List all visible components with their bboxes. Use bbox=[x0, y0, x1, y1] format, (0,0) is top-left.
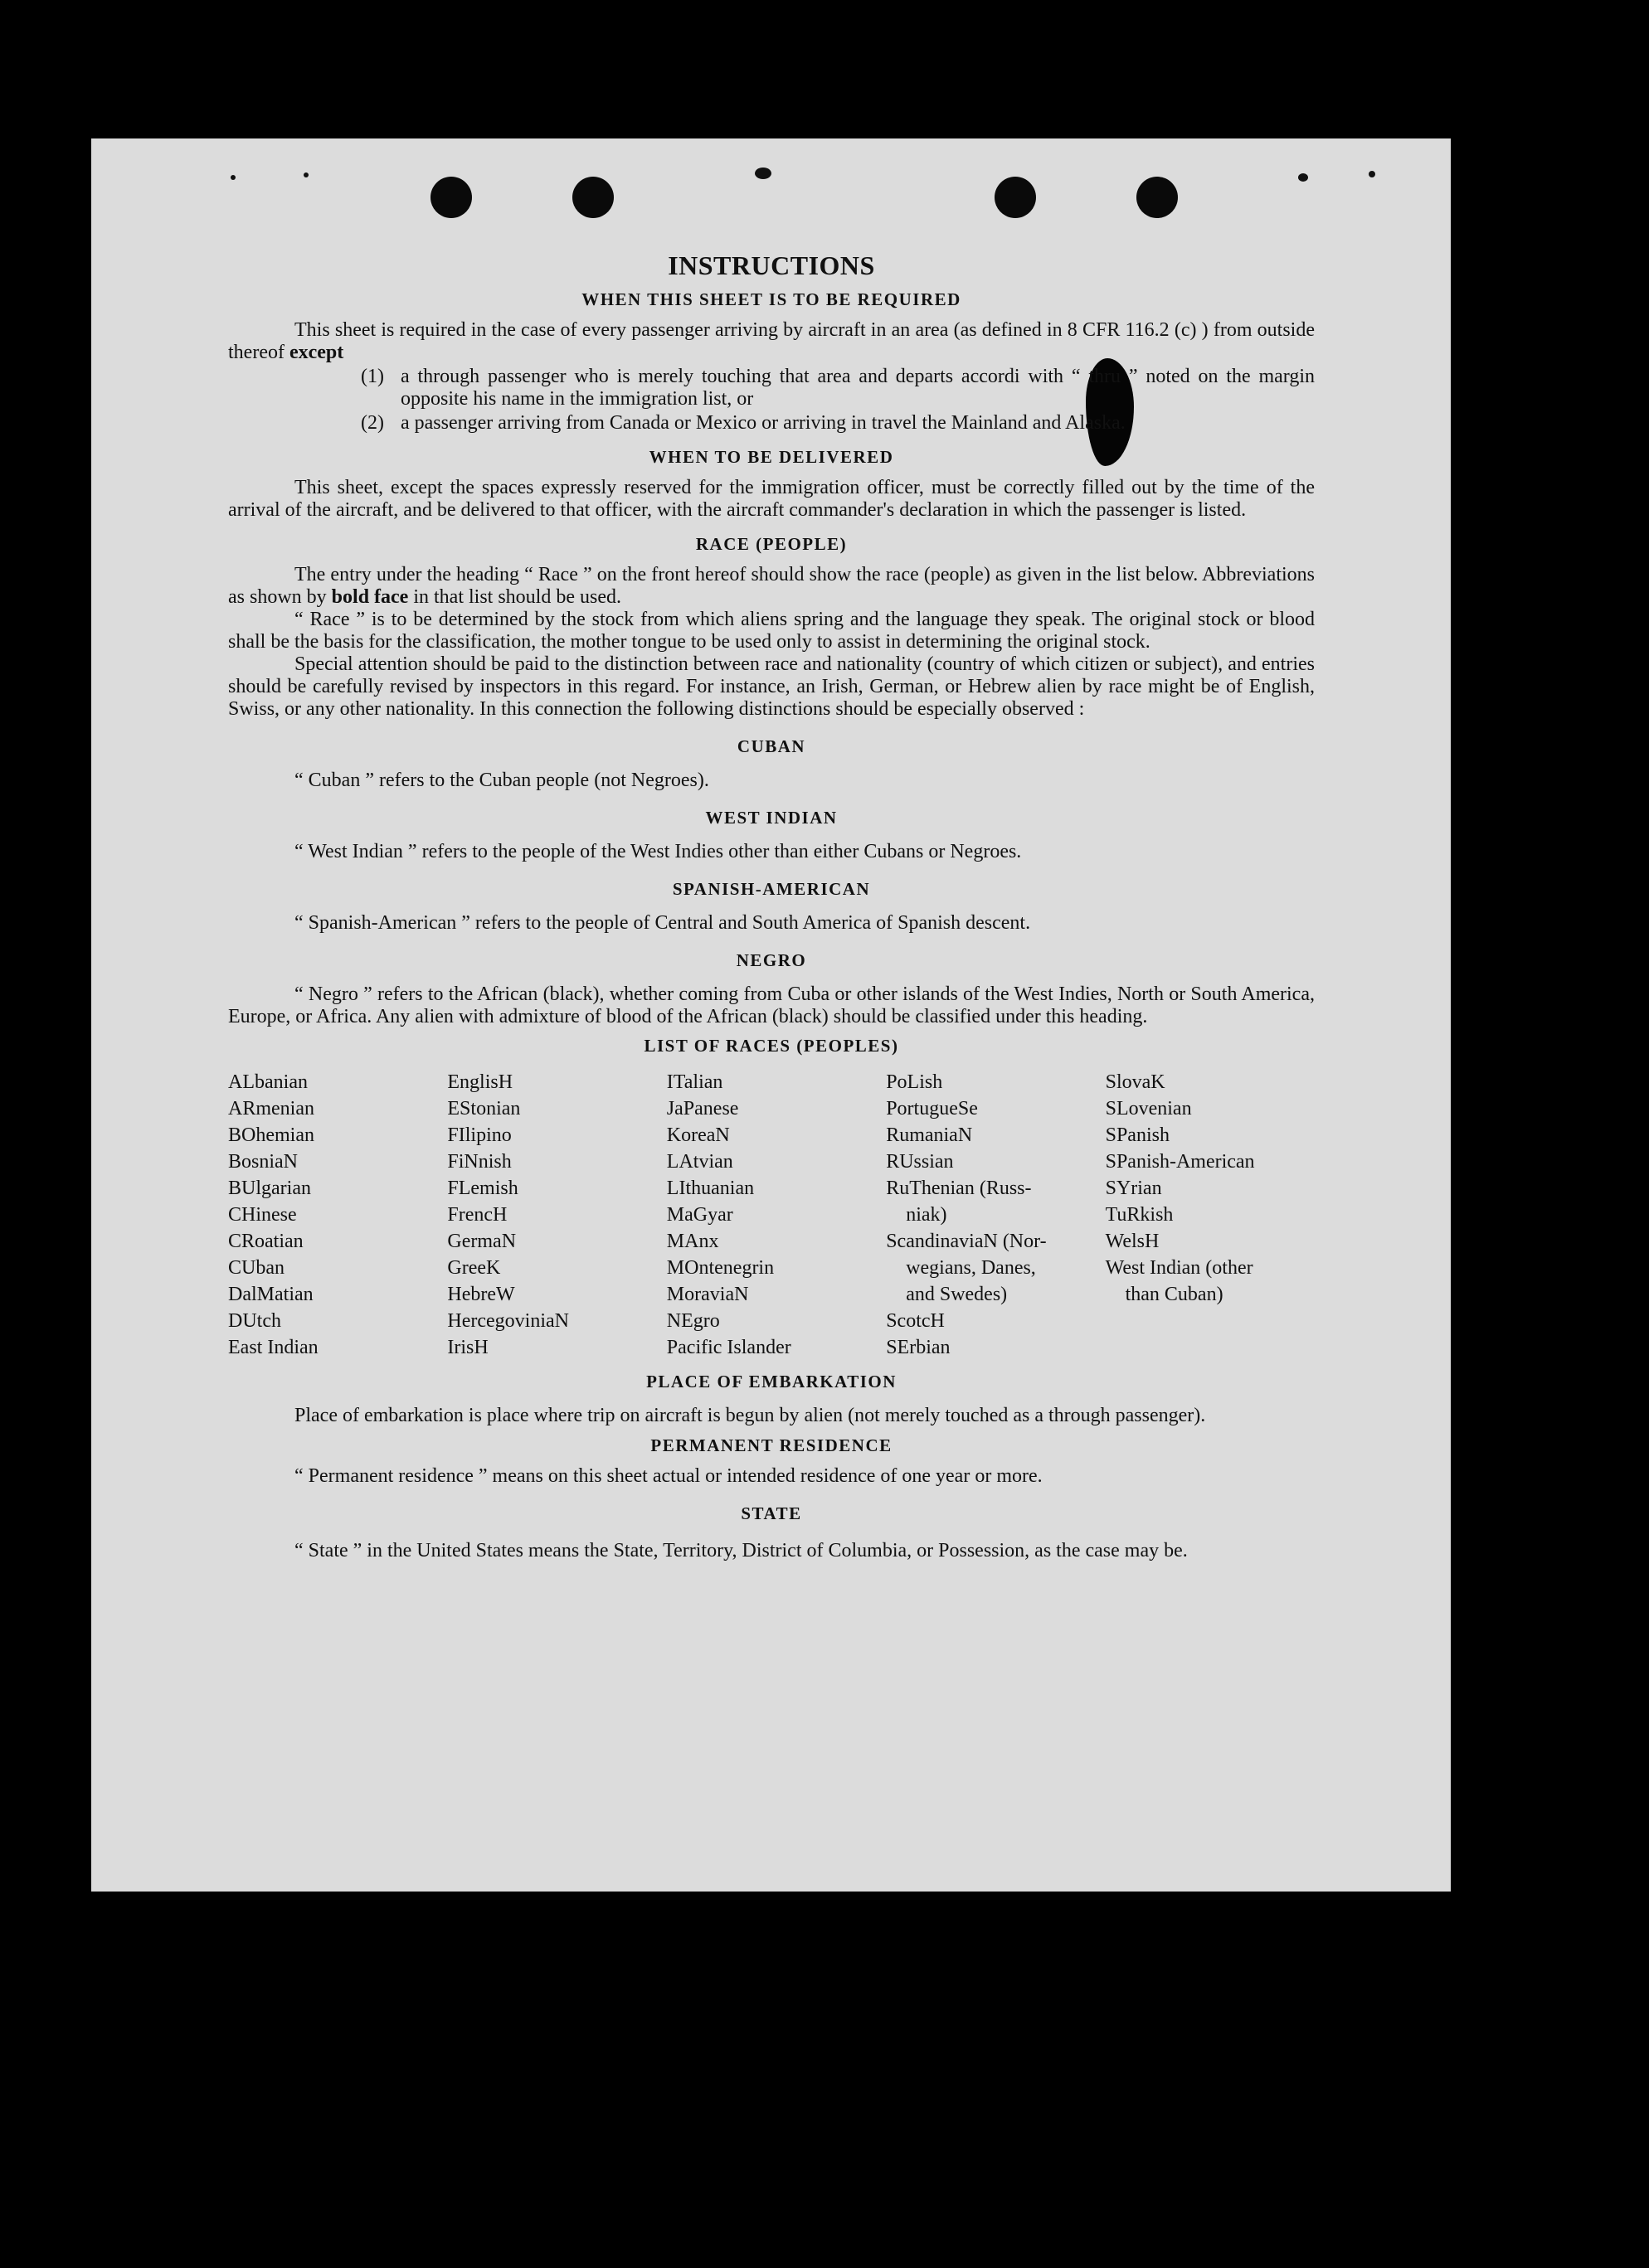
races-column-5 bbox=[1106, 1069, 1315, 1361]
race-item: HebreW bbox=[447, 1284, 515, 1305]
race-item: SPanish bbox=[1105, 1124, 1170, 1146]
race-item: ALbanian bbox=[228, 1071, 308, 1093]
race-item: RumaniaN bbox=[886, 1124, 973, 1146]
race-item: LIthuanian bbox=[666, 1178, 755, 1199]
dust-speck bbox=[1298, 173, 1308, 182]
race-item: SYrian bbox=[1105, 1178, 1162, 1199]
race-item: JaPanese bbox=[666, 1098, 739, 1119]
race-item: BosniaN bbox=[228, 1151, 298, 1173]
race-item: RuThenian (Russ- bbox=[886, 1178, 1032, 1199]
punch-hole bbox=[995, 177, 1036, 218]
section-heading-west-indian: WEST INDIAN bbox=[705, 808, 838, 828]
race-item: East Indian bbox=[228, 1337, 319, 1358]
west-indian-definition: “ West Indian ” refers to the people of the West Indies other than either Cubans or Negroes. bbox=[294, 841, 1022, 862]
race-item: MoraviaN bbox=[666, 1284, 749, 1305]
race-item: SErbian bbox=[886, 1337, 951, 1358]
race-item: ITalian bbox=[666, 1071, 723, 1093]
race-item: EStonian bbox=[447, 1098, 521, 1119]
spanish-american-definition: “ Spanish-American ” refers to the people of Central and South America of Spanish descent. bbox=[294, 912, 1031, 934]
race-item: IrisH bbox=[447, 1337, 489, 1358]
races-column-2 bbox=[447, 1069, 656, 1361]
race-item-continuation: and Swedes) bbox=[906, 1284, 1008, 1305]
exception-item-1: (1) a through passenger who is merely touching that area and departs accordi with “ thru ” noted on the margin opposite his name in the immigration list, or bbox=[361, 366, 1315, 410]
races-column-1 bbox=[228, 1069, 437, 1361]
section-heading-embarkation: PLACE OF EMBARKATION bbox=[646, 1372, 897, 1391]
race-item: FLemish bbox=[447, 1178, 518, 1199]
negro-definition: “ Negro ” refers to the African (black), whether coming from Cuba or other islands of the West Indies, North or South America, Europe, or Africa. Any alien with admixture of blood of the African (black) should be classified under this heading. bbox=[228, 983, 1315, 1027]
race-item: ScandinaviaN (Nor- bbox=[886, 1231, 1047, 1252]
instructions-content bbox=[228, 250, 1315, 1565]
race-item: MaGyar bbox=[666, 1204, 733, 1226]
race-item: GermaN bbox=[447, 1231, 517, 1252]
race-item: MOntenegrin bbox=[666, 1257, 775, 1279]
race-item: FiNnish bbox=[447, 1151, 512, 1173]
race-item: BUlgarian bbox=[228, 1178, 311, 1199]
race-item: PortugueSe bbox=[886, 1098, 978, 1119]
race-item: CHinese bbox=[228, 1204, 297, 1226]
section-heading-required: WHEN THIS SHEET IS TO BE REQUIRED bbox=[581, 289, 961, 309]
race-paragraph-1: The entry under the heading “ Race ” on the front hereof should show the race (people) as given in the list below. Abbreviations as shown by bold face in that list should be used. bbox=[228, 564, 1315, 608]
document-sheet bbox=[91, 138, 1451, 1892]
section-heading-residence: PERMANENT RESIDENCE bbox=[650, 1435, 893, 1455]
dust-speck bbox=[755, 168, 771, 179]
race-paragraph-3: Special attention should be paid to the distinction between race and nationality (country of which citizen or subject), and entries should be carefully revised by inspectors in this regard. For instance, an Irish, German, or Hebrew alien by race might be of English, Swiss, or any other nationality. In this connection the following distinctions should be especially observed : bbox=[228, 653, 1315, 720]
race-item: PoLish bbox=[886, 1071, 943, 1093]
race-item: RUssian bbox=[886, 1151, 954, 1173]
cuban-definition: “ Cuban ” refers to the Cuban people (not Negroes). bbox=[294, 770, 709, 791]
race-item: KoreaN bbox=[666, 1124, 730, 1146]
race-item: NEgro bbox=[666, 1310, 720, 1332]
race-item: Pacific Islander bbox=[666, 1337, 791, 1358]
race-item-continuation: niak) bbox=[906, 1204, 947, 1226]
race-item: CUban bbox=[228, 1257, 285, 1279]
race-item: DUtch bbox=[228, 1310, 281, 1332]
race-item: DalMatian bbox=[228, 1284, 314, 1305]
section-heading-delivered: WHEN TO BE DELIVERED bbox=[649, 447, 894, 467]
race-item-continuation: than Cuban) bbox=[1125, 1284, 1223, 1305]
races-column-4 bbox=[886, 1069, 1095, 1361]
race-item: ARmenian bbox=[228, 1098, 314, 1119]
race-item: SlovaK bbox=[1105, 1071, 1165, 1093]
race-paragraph-2: “ Race ” is to be determined by the stock from which aliens spring and the language they speak. The original stock or blood shall be the basis for the classification, the mother tongue to be used only to assist in determining the original stock. bbox=[228, 609, 1315, 653]
residence-definition: “ Permanent residence ” means on this sheet actual or intended residence of one year or more. bbox=[294, 1465, 1043, 1487]
dust-speck bbox=[231, 175, 236, 180]
race-item: GreeK bbox=[447, 1257, 501, 1279]
race-item: TuRkish bbox=[1105, 1204, 1174, 1226]
race-item: West Indian (other bbox=[1105, 1257, 1253, 1279]
race-item: SPanish-American bbox=[1105, 1151, 1255, 1173]
punch-hole bbox=[430, 177, 472, 218]
section-heading-race: RACE (PEOPLE) bbox=[695, 534, 848, 554]
races-list bbox=[228, 1069, 1315, 1361]
race-item: CRoatian bbox=[228, 1231, 304, 1252]
section-heading-state: STATE bbox=[741, 1503, 802, 1523]
race-item: FIlipino bbox=[447, 1124, 512, 1146]
races-column-3 bbox=[667, 1069, 876, 1361]
embarkation-definition: Place of embarkation is place where trip on aircraft is begun by alien (not merely touched as a through passenger). bbox=[294, 1405, 1206, 1426]
section-heading-negro: NEGRO bbox=[736, 950, 807, 970]
race-item: BOhemian bbox=[228, 1124, 314, 1146]
page-title: INSTRUCTIONS bbox=[668, 250, 875, 280]
section-heading-list-of-races: LIST OF RACES (PEOPLES) bbox=[644, 1036, 899, 1056]
state-definition: “ State ” in the United States means the State, Territory, District of Columbia, or Possession, as the case may be. bbox=[294, 1540, 1188, 1561]
exception-item-2: (2) a passenger arriving from Canada or Mexico or arriving in travel the Mainland and Alaska. bbox=[361, 412, 1126, 434]
race-item: LAtvian bbox=[666, 1151, 733, 1173]
race-item: FrencH bbox=[447, 1204, 508, 1226]
punch-hole bbox=[572, 177, 614, 218]
section-heading-cuban: CUBAN bbox=[737, 736, 806, 756]
race-item: HercegoviniaN bbox=[447, 1310, 569, 1332]
dust-speck bbox=[1369, 171, 1375, 177]
required-paragraph: This sheet is required in the case of every passenger arriving by aircraft in an area (as defined in 8 CFR 116.2 (c) ) from outside thereof except bbox=[228, 319, 1315, 363]
race-item: ScotcH bbox=[886, 1310, 945, 1332]
race-item: SLovenian bbox=[1105, 1098, 1192, 1119]
race-item: WelsH bbox=[1105, 1231, 1160, 1252]
race-item: EnglisH bbox=[447, 1071, 513, 1093]
race-item-continuation: wegians, Danes, bbox=[906, 1257, 1036, 1279]
dust-speck bbox=[304, 172, 309, 177]
punch-hole bbox=[1136, 177, 1178, 218]
delivered-paragraph: This sheet, except the spaces expressly reserved for the immigration officer, must be correctly filled out by the time of the arrival of the aircraft, and be delivered to that officer, with the aircraft commander's declaration in which the passenger is listed. bbox=[228, 477, 1315, 521]
section-heading-spanish-american: SPANISH-AMERICAN bbox=[672, 879, 871, 899]
race-item: MAnx bbox=[666, 1231, 719, 1252]
